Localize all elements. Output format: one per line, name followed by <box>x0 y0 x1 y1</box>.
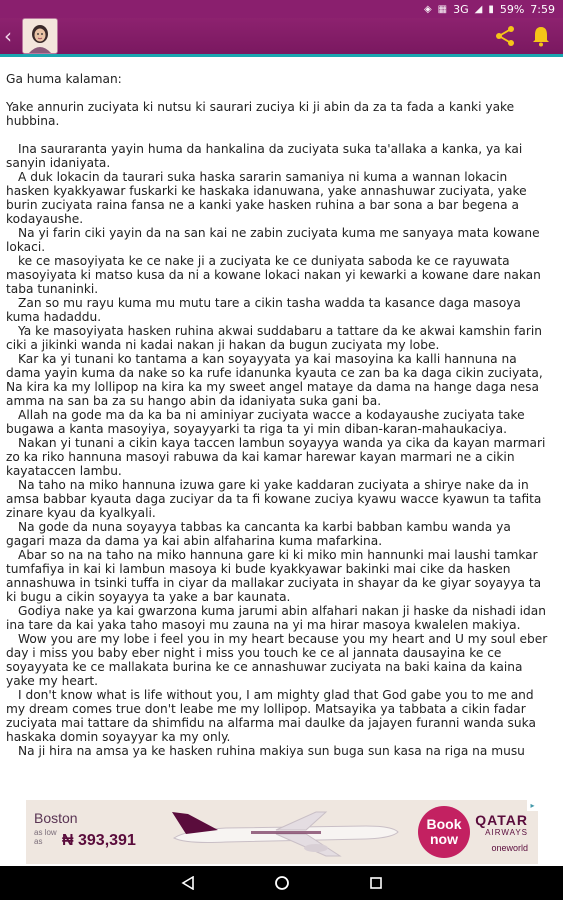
article-paragraph: Zan so mu rayu kuma mu mutu tare a cikin tasha wadda ta kasance daga masoya kuma hadaddu. <box>6 296 521 324</box>
share-icon[interactable] <box>491 22 519 50</box>
ad-destination: Boston <box>34 810 78 826</box>
article-paragraph: ke ce masoyiyata ke ce nake ji a zuciyata ke ce duniyata saboda ke ce rayuwata masoyiyata ki matso kusa da ni a kowane lokaci nakan yi kewarki a kowane dare nakan taba tunaninki. <box>6 254 541 296</box>
airline-name: QATAR <box>475 812 528 828</box>
recents-nav-icon[interactable] <box>364 871 388 895</box>
article-paragraph: I don't know what is life without you, I am mighty glad that God gabe you to me and my dream comes true don't leabe me my lollipop. Matsayika ya tabbata a cikin fadar zuciyata mai tattare da shimfidu na alfarma mai daulke da jajayen furanni wanda suka haskaka domin soyayyar ka my only. <box>6 688 536 744</box>
book-now-line2: now <box>430 831 458 847</box>
book-now-line1: Book <box>426 816 462 832</box>
article-paragraph: Allah na gode ma da ka ba ni aminiyar zuciyata wacce a kodayaushe zuciyata take bugawa a kanta masoyiya, soyayyarki ta riga ta yi min diban-karan-mahaukaciya. <box>6 408 525 436</box>
article-paragraph: Na yi farin ciki yayin da na san kai ne zabin zuciyata kuma me sanyaya mata kowane lokaci. <box>6 226 540 254</box>
article-paragraph: Kar ka yi tunani ko tantama a kan soyayyata ya kai masoyina ka kalli hannuna na dama yayin kuma da nake so ka rufe idanunka kyauta ce zan ba ka daga cikin zuciyata, Na kira ka my lollipop na kira ka my sweet angel mataye da dama na hange daga nesa amma na san ba za su hango abin da idaniyata suka gani ba. <box>6 352 543 408</box>
article-paragraph: Na taho na miko hannuna izuwa gare ki yake kaddaran zuciyata a shirye nake da in amsa babbar kyauta daga zuciyar da ta fi kowane zuciya kyawu wacce kyawun ta tafita zinare kyau da kyalkyali. <box>6 478 542 520</box>
ad-price: ₦ 393,391 <box>62 832 136 849</box>
article-paragraph: Godiya nake ya kai gwarzona kuma jarumi abin alfahari nakan ji haske da nishadi idan ina tare da kai yaka taho masoyi mu zauna na yi ma hirar masoya kwalelen makiya. <box>6 604 546 632</box>
bell-icon[interactable] <box>527 22 555 50</box>
vibrate-icon: ▦ <box>437 3 448 15</box>
back-nav-icon[interactable] <box>176 871 200 895</box>
article-paragraphs <box>6 142 551 758</box>
profile-avatar[interactable] <box>22 18 58 54</box>
article-paragraph: A duk lokacin da taurari suka haska sararin samaniya ni kuma a wannan lokacin hasken kyakkyawar fuskarki ke haskaka idanuwana, yake annashuwar zuciyata, yake burin zuciyata raina fansa ne a kanki yake hasken ruhina a bar sona a bar begena a kodayaushe. <box>6 170 527 226</box>
system-nav-bar <box>0 866 563 900</box>
battery-percent: 59% <box>499 2 525 16</box>
airplane-icon <box>166 804 406 860</box>
article-intro-2: Yake annurin zuciyata ki nutsu ki saurari zuciya ki ji abin da za ta fada a kanki yake hubbina. <box>6 100 515 128</box>
ad-banner[interactable] <box>26 800 538 864</box>
article-intro: Ga huma kalaman: <box>6 72 122 86</box>
article-body[interactable] <box>0 57 563 800</box>
airline-sub: AIRWAYS <box>485 828 528 837</box>
avatar-portrait-icon <box>23 19 57 53</box>
book-now-button[interactable] <box>418 806 470 858</box>
airline-logo <box>475 812 528 853</box>
home-nav-icon[interactable] <box>270 871 294 895</box>
network-type: 3G <box>453 2 469 16</box>
article-paragraph: Na ji hira na amsa ya ke hasken ruhina makiya sun buga sun kasa na riga na musu <box>18 744 525 758</box>
chevron-left-icon[interactable]: ‹ <box>4 24 12 48</box>
article-paragraph: Wow you are my lobe i feel you in my heart because you my heart and U my soul eber day i miss you baby eber night i miss you touch ke ce al jannata dausayina ke ce soyayyata ke ce mallakata burina ke ce annashuwar zuciyata na baki kaina da kaina yake my heart. <box>6 632 548 688</box>
adchoices-icon[interactable]: ▸ <box>527 800 538 811</box>
ad-as-low-as: as low as <box>34 828 57 846</box>
article-paragraph: Na gode da nuna soyayya tabbas ka cancanta ka karbi babban kambu wanda ya gagari maza da dama ya kai abin alfaharina kuma mafarkina. <box>6 520 511 548</box>
article-paragraph: Ina sauraranta yayin huma da hankalina da zuciyata suka ta'allaka a kanka, ya kai sanyin idaniyata. <box>6 142 523 170</box>
signal-icon: ◢ <box>474 3 483 15</box>
alliance-logo: oneworld <box>491 843 528 853</box>
app-bar <box>0 18 563 54</box>
article-paragraph: Abar so na na taho na miko hannuna gare ki ki miko min hannunki mai laushi tamkar tumfafiya in kai ki lambun masoya ki bude kyakkyawar bakinki mai cike da hasken annashuwa in tsinki tuffa in ciyar da mallakar zuciyata in shayar da ke giyar soyayya ta ki bugu a cikin soyayya ta yake a bar kaunata. <box>6 548 542 604</box>
battery-icon: ▮ <box>488 3 494 15</box>
notification-icon: ◈ <box>423 3 432 15</box>
article-paragraph: Nakan yi tunani a cikin kaya taccen lambun soyayya wanda ya cika da kayan marmari zo ka riko hannuna masoyi rabuwa da kai kamar harewar kayan marmari ne a cikin kayataccen lambu. <box>6 436 546 478</box>
clock: 7:59 <box>530 2 555 16</box>
article-paragraph: Ya ke masoyiyata hasken ruhina akwai suddabaru a tattare da ke akwai kamshin farin ciki a jikinki wanda ni kadai nakan ji hakan da bugun zuciyata my lobe. <box>6 324 543 352</box>
status-bar <box>0 0 563 18</box>
